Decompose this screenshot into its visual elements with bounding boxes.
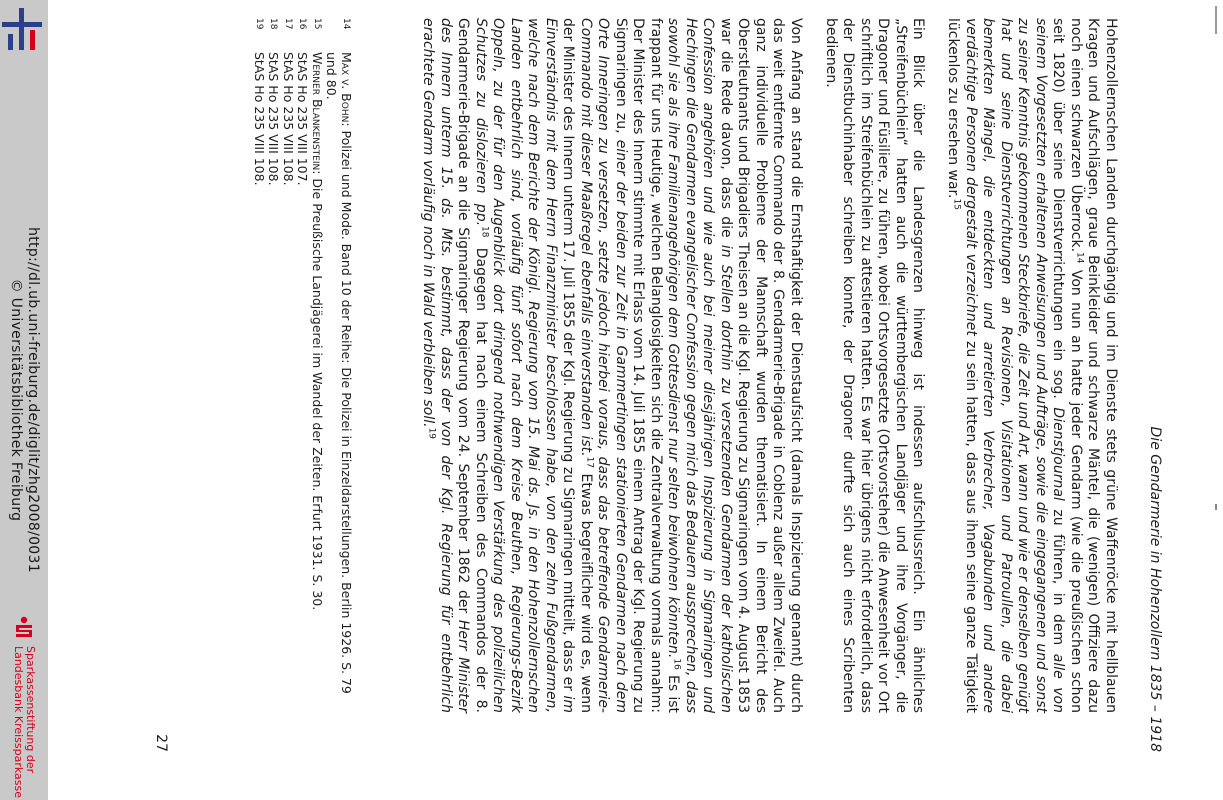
footnote [266,18,281,713]
sponsor-block [0,612,48,800]
footnote-number: 17 [283,18,293,30]
footnote [252,18,267,713]
scanned-page [111,10,1171,790]
text-run: Von Anfang an stand die Ernsthaftigkeit der Dienstaufsicht (damals Inspizierung genannt) durch das weit entfernte Commando der 8. Gendarmerie-Brigade in Coblenz außer allem Zweifel. Auch ganz individuelle Probleme der Mannschaft wurden thematisiert. In einem Bericht des Oberstleutnants und Brigadiers Theisen an die Kgl. Regierung zu Sigmaringen vom 4. August 1853 war die Rede davon, dass die [718,18,804,713]
italic-run: Dienstjournal [1050,407,1067,501]
source-url[interactable]: http://dl.ub.uni-freiburg.de/diglit/zhg2008/0031 [25,227,41,573]
footnote-number: 19 [254,18,264,30]
footnote-text: StAS Ho 235 VIII 107. [295,52,311,186]
footnote-ref: 19 [427,427,438,440]
page-body [402,18,1120,713]
italic-run: Herr Minister des Innern unterm 15. ds. Mts. bestimmt, dass der von der Kgl. Regierung für entbehrlich erachtete Gendarm vorläufig noch in Wald verbleiben soll. [420,18,472,713]
text-run: zu sein hatten, dass aus ihnen seine ganze Tätigkeit lückenlos zu ersehen war. [945,18,979,713]
footnote-number: 18 [268,18,279,30]
scrollbar-thumb[interactable] [1215,6,1217,34]
footnote [281,18,296,713]
footnote-text: StAS Ho 235 VIII 108. [266,52,282,186]
footnote-text: StAS Ho 235 VIII 108. [252,52,267,186]
ub-freiburg-logo-icon[interactable] [2,8,42,50]
footnote [295,18,310,713]
italic-run: in Stellen dorthin zu versetzenden Gendarmen der katholischen Confession angehören und wie auch bei meiner diesjährigen Inspizierung in Sigmaringen und Hechingen die Gendarmen evangelischer Confession gegen mich das Bedauern aussprechen, dass sowohl sie als ihre Familienangehörigen dem Gottesdienst nur selten beiwohnen könnten. [665,18,734,713]
paragraph [944,18,1119,713]
footnote-author: Werner Blankenstein [310,52,325,171]
paragraph [419,18,804,713]
text-run: zu führen, in dem [1050,500,1067,654]
footnote-ref: 14 [1074,252,1085,264]
footnote-author: Max v. Bohn [339,52,354,123]
footnote-text: : Die Preußische Landjägerei im Wandel der Zeiten. Erfurt 1931. S. 30. [310,170,325,611]
copyright-notice: © Universitätsbibliothek Freiburg [8,278,24,522]
text-run: Es ist frappant für uns Heutige, welchen Belanglosigkeiten sich die Zentralverwaltung vormals annahm: Der Minister des Innern stimmte mit Erlass vom 14. Juli 1855 einem Antrag der Kgl. Regierung zu Sigmaringen zu, [613,18,682,713]
page-number: 27 [153,734,169,752]
italic-run: alle von seinem Vorgesetzten erhaltenen Anweisungen und Aufträge, sowie die eingegangenen und sonst zu seiner Kenntnis gekommenen Steckbriefe, die Zeit und Art, wann und wie er denselben genügt hat und seine Dienstverrichtungen an Revisionen, Visitationen und Patroullen, die dabei bemerkten Mängel, die entdeckten und arretierten Verbrecher, Vagabunden und andere verdächtige Personen dergestalt verzeichnet [963,18,1067,713]
footnote-number: 15 [312,18,322,30]
footnote-text: : Polizei und Mode. Band 10 der Reihe: Die Polizei in Einzeldarstellungen. Berlin 1926. S. 79 und 80. [324,52,354,694]
text-run: Ein Blick über die Landesgrenzen hinweg ist indessen aufschlussreich. Ein ähnliches „Streifenbüchlein“ hatten auch die württembergischen Landjäger und ihre Vorgänger, die Dragoner und Füsiliere, zu führen, wobei Ortsvorgesetzte (Ortsvorsteher) die Anwesenheit vor Ort schriftlich im Streifenbüchlein zu attestieren hatten. Es war hier übrigens nicht erforderlich, dass der Dienstbuchinhaber schreiben konnte, der Dragoner durfte sich auch eines Scribenten bedienen. [823,18,927,713]
footnote-ref: 15 [952,198,963,210]
text-run: Etwas begreiflicher wird es, wenn der Minister des Innern unterm 17. Juli 1855 der Kgl. Regierung zu Sigmaringen mitteilt, dass er [560,18,594,713]
text-run: Dagegen hat nach einem Schreiben des Commandos der 8. Gendarmerie-Brigade an die Sigmaringer Regierung vom 24. September 1862 der [455,18,489,713]
footnote-ref: 17 [584,456,595,469]
sponsor-text [12,646,36,798]
viewer-right-edge [1209,0,1223,800]
sponsor-line-1: Sparkassenstiftung der [24,645,37,774]
footnote [324,18,353,713]
text-run: Von nun an hatte jeder Gendarm (wie die preußischen schon seit 1820) über seine Dienstverrichtungen ein sog. [1050,18,1084,713]
paragraph [822,18,927,713]
italic-run: im Einverständnis mit dem Herrn Finanzminister beschlossen habe, von den zehn Fußgendarmen, welche nach dem Berichte der Königl. Regierung vom 15. Mai ds. Js. in den Hohenzollernschen Landen entbehrlich sind, vorläufig fünf sofort nach dem Kreise Beuthen, Regierungs-Bezirk Oppeln, zu der für den Augenblick dort dringend nothwendigen Verstärkung des polizeilichen Schutzes zu dislozieren pp. [473,18,577,713]
sparkasse-logo-icon [14,616,34,638]
footnotes [252,18,354,713]
footnote-ref: 16 [672,658,683,670]
footnote-number: 14 [341,18,351,30]
footnote-text: StAS Ho 235 VIII 108. [281,52,296,186]
italic-run: einer der beiden zur Zeit in Gammertingen stationierten Gendarmen nach dem Orte Inneringen zu versetzen, setzte jedoch hierbei voraus, dass das betreffende Gendarmerie-Commando mit dieser Maaßregel ebenfalls einverstanden ist. [578,18,629,714]
running-head: Die Gendarmerie in Hohenzollern 1835 – 1918 [1147,426,1163,752]
viewer-sidebar [0,0,48,800]
footnote [310,18,325,713]
sponsor-line-2: Landesbank Kreissparkasse [12,645,25,799]
text-run: Hohenzollernschen Landen durchgängig und im Dienste stets grüne Waffenröcke mit hellblauen Kragen und Aufschlägen, graue Beinkleider und schwarze Mäntel, die (wenigen) Offiziere dazu noch einen schwarzen Überrock. [1068,18,1119,713]
footnote-ref: 18 [479,226,490,238]
page-edge-mark [1215,504,1217,510]
footnote-number: 16 [297,18,308,30]
source-info [7,227,41,573]
